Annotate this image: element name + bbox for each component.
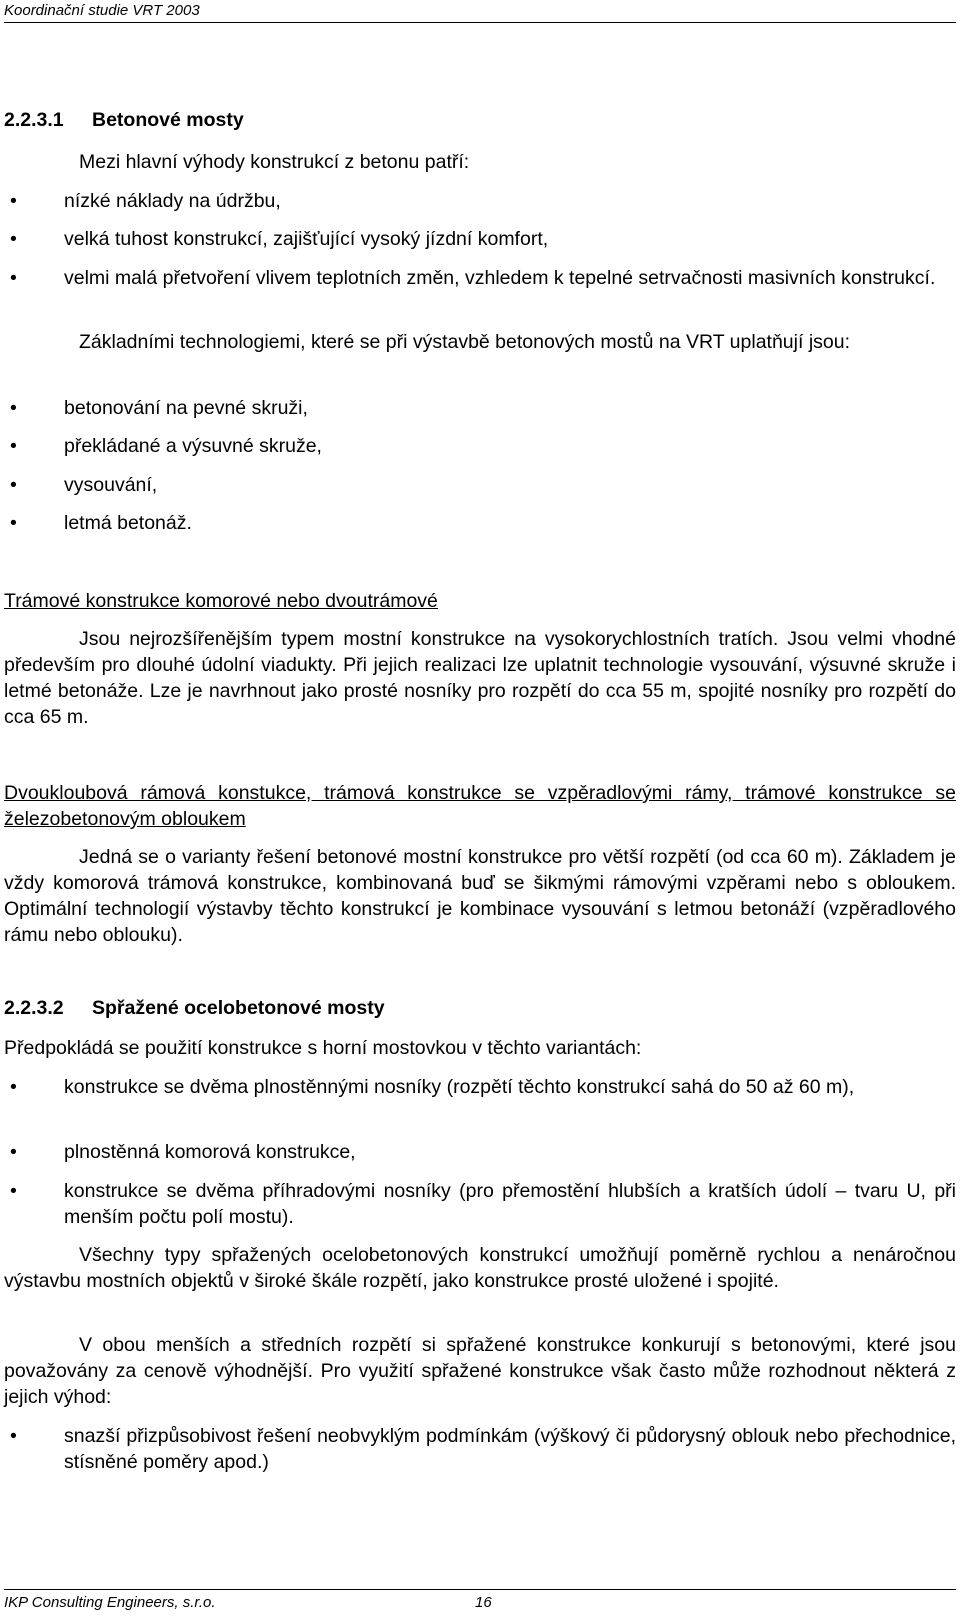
list-item: • plnostěnná komorová konstrukce, (10, 1141, 356, 1163)
list-item: • vysouvání, (10, 474, 158, 496)
page-header: Koordinační studie VRT 2003 (4, 2, 200, 19)
list-item: • letmá betonáž. (10, 512, 192, 534)
frame-paragraph: Jedná se o varianty řešení betonové mostní konstrukce pro větší rozpětí (od cca 60 m). Základem je vždy komorová trámová konstrukce, kombinovaná buď se šikmými rámovými vzpěrami nebo s obloukem. Optimální technologií výstavby těchto konstrukcí je kombinace vysouvání s letmou betonáží (vzpěradlového rámu nebo oblouku). (4, 846, 956, 946)
page-number: 16 (475, 1594, 492, 1611)
list-item: • betonování na pevné skruži, (10, 397, 308, 419)
beam-paragraph: Jsou nejrozšířenějším typem mostní konstrukce na vysokorychlostních tratích. Jsou velmi vhodné především pro dlouhé údolní viadukty. Při jejich realizaci lze uplatnit technologie vysouvání, výsuvné skruže i letmé betonáže. Lze je navrhnout jako prosté nosníky pro rozpětí do cca 55 m, spojité nosníky pro rozpětí do cca 65 m. (4, 628, 956, 728)
subheading-frame: Dvoukloubová rámová konstukce, trámová konstrukce se vzpěradlovými rámy, trámové konstrukce se železobetonovým obloukem (4, 782, 956, 830)
list-item: • konstrukce se dvěma plnostěnnými nosníky (rozpětí těchto konstrukcí sahá do 50 až 60 m), (10, 1076, 855, 1098)
composite-intro: Předpokládá se použití konstrukce s horní mostovkou v těchto variantách: (4, 1037, 642, 1059)
subheading-beam: Trámové konstrukce komorové nebo dvoutrámové (4, 590, 438, 612)
list-item: • překládané a výsuvné skruže, (10, 435, 322, 457)
list-item: • snazší přizpůsobivost řešení neobvyklým podmínkám (výškový či půdorysný oblouk nebo přechodnice, stísněné poměry apod.) (10, 1425, 956, 1473)
section-number: 2.2.3.1 (4, 109, 64, 131)
section-heading-1 (4, 107, 956, 133)
footer-company: IKP Consulting Engineers, s.r.o. (4, 1594, 216, 1611)
intro-paragraph: Mezi hlavní výhody konstrukcí z betonu patří: (79, 151, 470, 173)
section-heading-2 (4, 995, 956, 1021)
list-item: • velmi malá přetvoření vlivem teplotních změn, vzhledem k tepelné setrvačnosti masivních konstrukcí. (10, 267, 936, 289)
section-title: Spřažené ocelobetonové mosty (92, 997, 385, 1019)
section-number: 2.2.3.2 (4, 997, 64, 1019)
list-item: • nízké náklady na údržbu, (10, 190, 281, 212)
list-item: • konstrukce se dvěma příhradovými nosníky (pro přemostění hlubších a kratších údolí – tvaru U, při menším počtu polí mostu). (10, 1180, 956, 1228)
composite-paragraph-1: Všechny typy spřažených ocelobetonových konstrukcí umožňují poměrně rychlou a nenáročnou výstavbu mostních objektů v široké škále rozpětí, jako konstrukce prosté uložené i spojité. (4, 1244, 956, 1292)
composite-paragraph-2: V obou menších a středních rozpětí si spřažené konstrukce konkurují s betonovými, které jsou považovány za cenově výhodnější. Pro využití spřažené konstrukce však často může rozhodnout některá z jejich výhod: (4, 1334, 956, 1408)
list-item: • velká tuhost konstrukcí, zajišťující vysoký jízdní komfort, (10, 228, 549, 250)
footer-rule (4, 1589, 956, 1590)
header-rule (4, 22, 956, 23)
section-title: Betonové mosty (92, 109, 244, 131)
technology-intro: Základními technologiemi, které se při výstavbě betonových mostů na VRT uplatňují jsou: (79, 331, 851, 353)
